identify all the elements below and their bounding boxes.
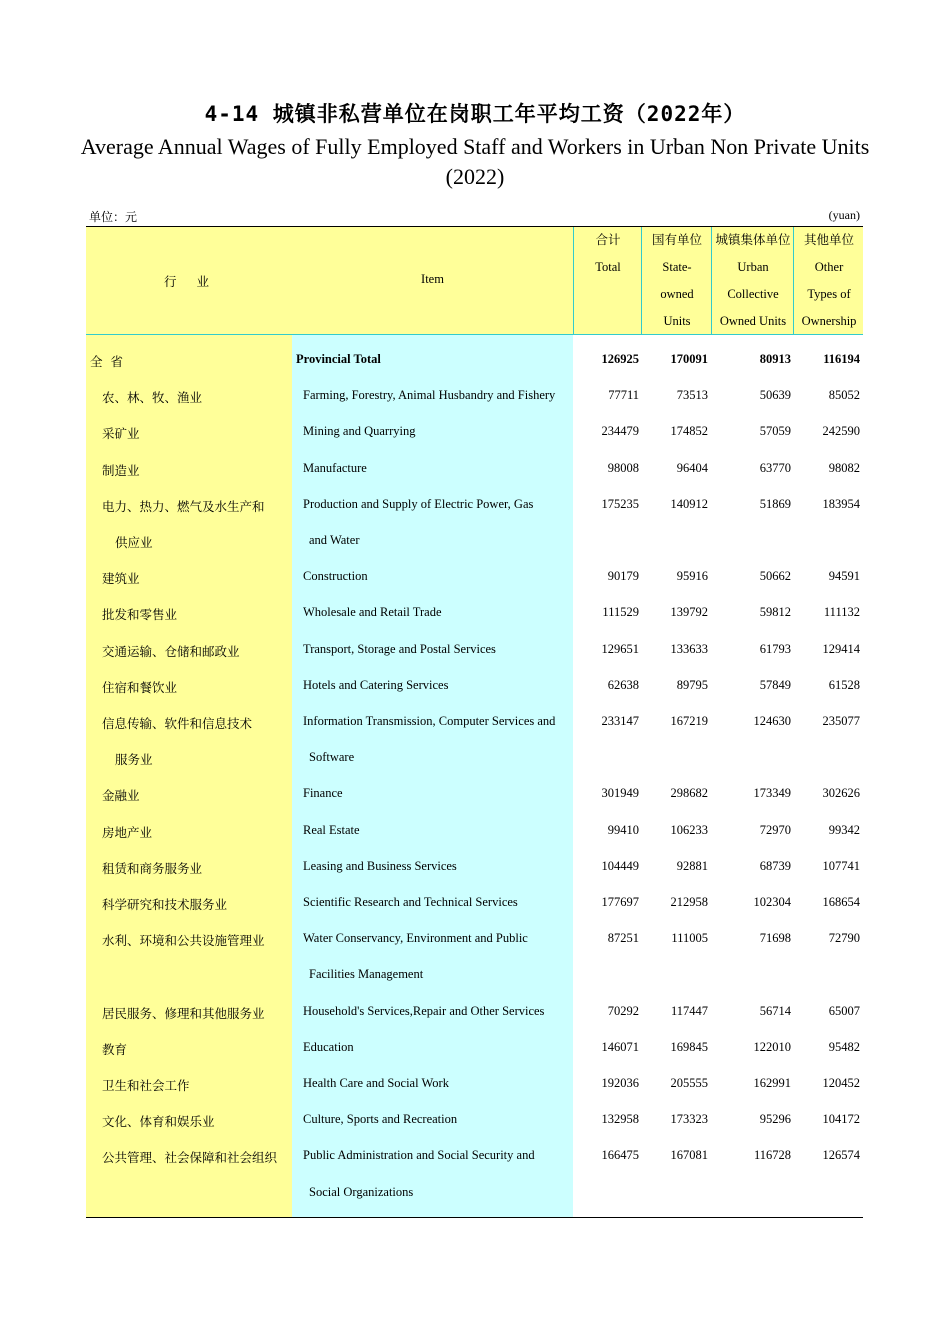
wage-value: 98008 [607, 460, 639, 475]
wage-value: 111005 [671, 931, 708, 946]
page-title-en: Average Annual Wages of Fully Employed Staff and Workers in Urban Non Private Units (2022) [80, 134, 870, 189]
wage-value: 167219 [670, 714, 708, 728]
wage-value: 174852 [670, 424, 708, 439]
header-col-1 [573, 227, 642, 334]
table-row [86, 632, 863, 668]
wage-value: 205555 [670, 1076, 708, 1090]
wage-value: 73513 [676, 388, 708, 403]
industry-en: Leasing and Business Services [303, 858, 457, 873]
industry-en: Mining and Quarrying [303, 424, 416, 439]
industry-en: Culture, Sports and Recreation [303, 1112, 458, 1127]
wage-value: 61793 [759, 641, 791, 656]
header-col-en: Total [595, 260, 621, 274]
table-row [86, 776, 863, 812]
wage-value: 235077 [822, 714, 860, 728]
wage-value: 242590 [822, 424, 860, 439]
industry-en: Scientific Research and Technical Services [303, 895, 518, 909]
wage-value: 233147 [601, 714, 639, 728]
wage-value: 120452 [822, 1076, 860, 1090]
wage-value: 95296 [759, 1112, 791, 1127]
industry-cn: 公共管理、社会保障和社会组织 [102, 1150, 278, 1166]
wage-value: 63770 [759, 460, 791, 475]
wage-value: 126925 [601, 352, 639, 366]
wage-value: 61528 [828, 677, 860, 692]
industry-en: Facilities Management [309, 967, 424, 982]
wage-value: 92881 [676, 858, 708, 873]
table-row [86, 885, 863, 921]
wage-value: 117447 [670, 1003, 708, 1018]
wage-value: 89795 [676, 677, 708, 692]
header-col-cn: 合计 [595, 233, 621, 247]
header-col-en: Types of [807, 287, 851, 301]
wage-value: 302626 [822, 786, 860, 801]
table-header [86, 227, 863, 335]
table-row [86, 1175, 863, 1211]
header-item: Item [421, 272, 444, 286]
wage-value: 56714 [759, 1003, 791, 1018]
wage-value: 146071 [601, 1039, 639, 1054]
industry-cn: 供应业 [115, 535, 153, 550]
industry-en: Water Conservancy, Environment and Public [303, 931, 528, 946]
wage-value: 183954 [822, 496, 860, 511]
wage-value: 50639 [759, 388, 791, 403]
header-col-en: Units [663, 314, 691, 328]
industry-en: Information Transmission, Computer Services and [303, 714, 556, 728]
header-col-2 [641, 227, 712, 334]
industry-en: Software [309, 750, 355, 765]
wage-value: 51869 [759, 496, 791, 511]
wage-value: 59812 [759, 605, 791, 620]
wage-value: 98082 [828, 460, 860, 475]
table-row [86, 704, 863, 740]
industry-en: Production and Supply of Electric Power, Gas [303, 496, 534, 511]
industry-cn: 制造业 [102, 462, 140, 478]
wage-value: 106233 [670, 822, 708, 837]
industry-en: Health Care and Social Work [303, 1076, 449, 1090]
industry-cn: 交通运输、仓储和邮政业 [102, 643, 240, 659]
industry-cn: 批发和零售业 [102, 607, 178, 623]
table-row [86, 1066, 863, 1102]
header-col-3 [711, 227, 794, 334]
industry-cn: 电力、热力、燃气及水生产和 [102, 498, 265, 514]
industry-en: Manufacture [303, 460, 367, 475]
wage-value: 50662 [759, 569, 791, 584]
table-row [86, 921, 863, 957]
industry-cn: 卫生和社会工作 [102, 1078, 190, 1093]
industry-cn: 全省 [90, 354, 132, 369]
wage-value: 116728 [753, 1148, 791, 1163]
wage-value: 212958 [670, 895, 708, 909]
industry-cn: 采矿业 [102, 426, 140, 442]
wage-value: 175235 [601, 496, 639, 511]
wage-value: 162991 [753, 1076, 791, 1090]
industry-en: Farming, Forestry, Animal Husbandry and Fishery [303, 388, 556, 403]
wage-value: 57059 [759, 424, 791, 439]
wage-value: 72970 [759, 822, 791, 837]
wage-value: 129651 [601, 641, 639, 656]
header-col-en: Other [814, 260, 844, 274]
table-row [86, 957, 863, 993]
industry-en: Public Administration and Social Security and [303, 1148, 535, 1163]
industry-en: Wholesale and Retail Trade [303, 605, 442, 620]
wage-value: 177697 [601, 895, 639, 909]
wage-value: 298682 [670, 786, 708, 801]
wage-value: 167081 [670, 1148, 708, 1163]
wage-value: 126574 [822, 1148, 860, 1163]
wage-value: 140912 [670, 496, 708, 511]
table-row [86, 1138, 863, 1174]
table-row [86, 740, 863, 776]
unit-label-en: (yuan) [828, 208, 860, 222]
industry-cn: 文化、体育和娱乐业 [102, 1114, 215, 1130]
wage-value: 87251 [607, 931, 639, 946]
header-industry: 行业 [164, 274, 230, 289]
industry-en: Social Organizations [309, 1184, 414, 1199]
wage-value: 65007 [828, 1003, 860, 1018]
table-row [86, 1102, 863, 1138]
industry-cn: 居民服务、修理和其他服务业 [102, 1005, 265, 1021]
wage-value: 72790 [828, 931, 860, 946]
header-col-en: Owned Units [719, 314, 787, 328]
wage-value: 116194 [823, 352, 860, 366]
industry-en: Real Estate [303, 822, 360, 837]
wage-value: 192036 [601, 1076, 639, 1090]
industry-en: Hotels and Catering Services [303, 677, 449, 692]
industry-cn: 住宿和餐饮业 [102, 679, 178, 695]
industry-en: Construction [303, 569, 368, 584]
wage-value: 139792 [670, 605, 708, 620]
table-row [86, 378, 863, 414]
industry-en: and Water [309, 533, 360, 547]
industry-cn: 农、林、牧、渔业 [102, 390, 203, 406]
wage-value: 169845 [670, 1039, 708, 1054]
wage-value: 173323 [670, 1112, 708, 1127]
wage-value: 62638 [607, 677, 639, 692]
wage-value: 104449 [601, 858, 639, 873]
wage-value: 71698 [759, 931, 791, 946]
wage-value: 129414 [822, 641, 860, 656]
table-row [86, 994, 863, 1030]
wage-value: 70292 [607, 1003, 639, 1018]
wage-value: 122010 [753, 1039, 791, 1054]
table-row [86, 523, 863, 559]
wage-value: 104172 [822, 1112, 860, 1127]
wage-value: 94591 [828, 569, 860, 584]
wage-value: 90179 [607, 569, 639, 584]
wage-value: 57849 [759, 677, 791, 692]
industry-cn: 服务业 [115, 752, 153, 768]
table-row [86, 451, 863, 487]
header-col-cn: 其他单位 [803, 233, 854, 247]
table-row [86, 595, 863, 631]
wage-value: 168654 [822, 895, 860, 909]
industry-en: Finance [303, 786, 343, 801]
wage-value: 68739 [759, 858, 791, 873]
wage-value: 85052 [828, 388, 860, 403]
industry-en: Transport, Storage and Postal Services [303, 641, 496, 656]
unit-label-cn: 单位：元 [89, 210, 138, 224]
industry-cn: 建筑业 [102, 571, 140, 587]
table-row [86, 559, 863, 595]
wage-value: 99410 [607, 822, 639, 837]
header-col-4 [793, 227, 864, 334]
table-row [86, 414, 863, 450]
table-row [86, 668, 863, 704]
wage-value: 173349 [753, 786, 791, 801]
header-col-cn: 国有单位 [651, 233, 702, 247]
header-col-en: Urban [737, 260, 769, 274]
wage-value: 166475 [601, 1148, 639, 1163]
wage-value: 96404 [676, 460, 708, 475]
wage-value: 170091 [670, 352, 708, 366]
wage-value: 124630 [753, 714, 791, 728]
header-col-en: State- [662, 260, 692, 274]
industry-cn: 金融业 [102, 788, 140, 804]
header-col-cn: 城镇集体单位 [715, 233, 791, 247]
industry-cn: 水利、环境和公共设施管理业 [102, 933, 265, 949]
industry-cn: 房地产业 [102, 824, 153, 840]
industry-cn: 教育 [102, 1041, 128, 1057]
header-col-en: Ownership [801, 314, 857, 328]
industry-en: Provincial Total [296, 352, 381, 366]
table-row [86, 849, 863, 885]
wage-value: 95916 [676, 569, 708, 584]
wage-value: 132958 [601, 1112, 639, 1127]
industry-cn: 科学研究和技术服务业 [102, 897, 228, 912]
industry-en: Education [303, 1039, 354, 1054]
wage-value: 234479 [601, 424, 639, 439]
wage-value: 99342 [828, 822, 860, 837]
wage-value: 111529 [602, 605, 639, 620]
wage-value: 80913 [759, 352, 791, 366]
industry-cn: 信息传输、软件和信息技术 [102, 716, 253, 731]
table-row [86, 1030, 863, 1066]
industry-en: Household's Services,Repair and Other Services [303, 1003, 545, 1018]
header-col-en: owned [660, 287, 694, 301]
table-row [86, 487, 863, 523]
table-row [86, 342, 863, 378]
wage-value: 133633 [670, 641, 708, 656]
industry-cn: 租赁和商务服务业 [102, 860, 203, 876]
wage-table [86, 226, 863, 1218]
wage-value: 95482 [828, 1039, 860, 1054]
table-row [86, 813, 863, 849]
page-title-cn: 4-14 城镇非私营单位在岗职工年平均工资（2022年） [204, 102, 746, 126]
wage-value: 107741 [822, 858, 860, 873]
wage-value: 111132 [823, 605, 860, 620]
wage-value: 102304 [753, 895, 791, 909]
wage-value: 77711 [608, 388, 639, 403]
wage-value: 301949 [601, 786, 639, 801]
header-col-en: Collective [727, 287, 779, 301]
